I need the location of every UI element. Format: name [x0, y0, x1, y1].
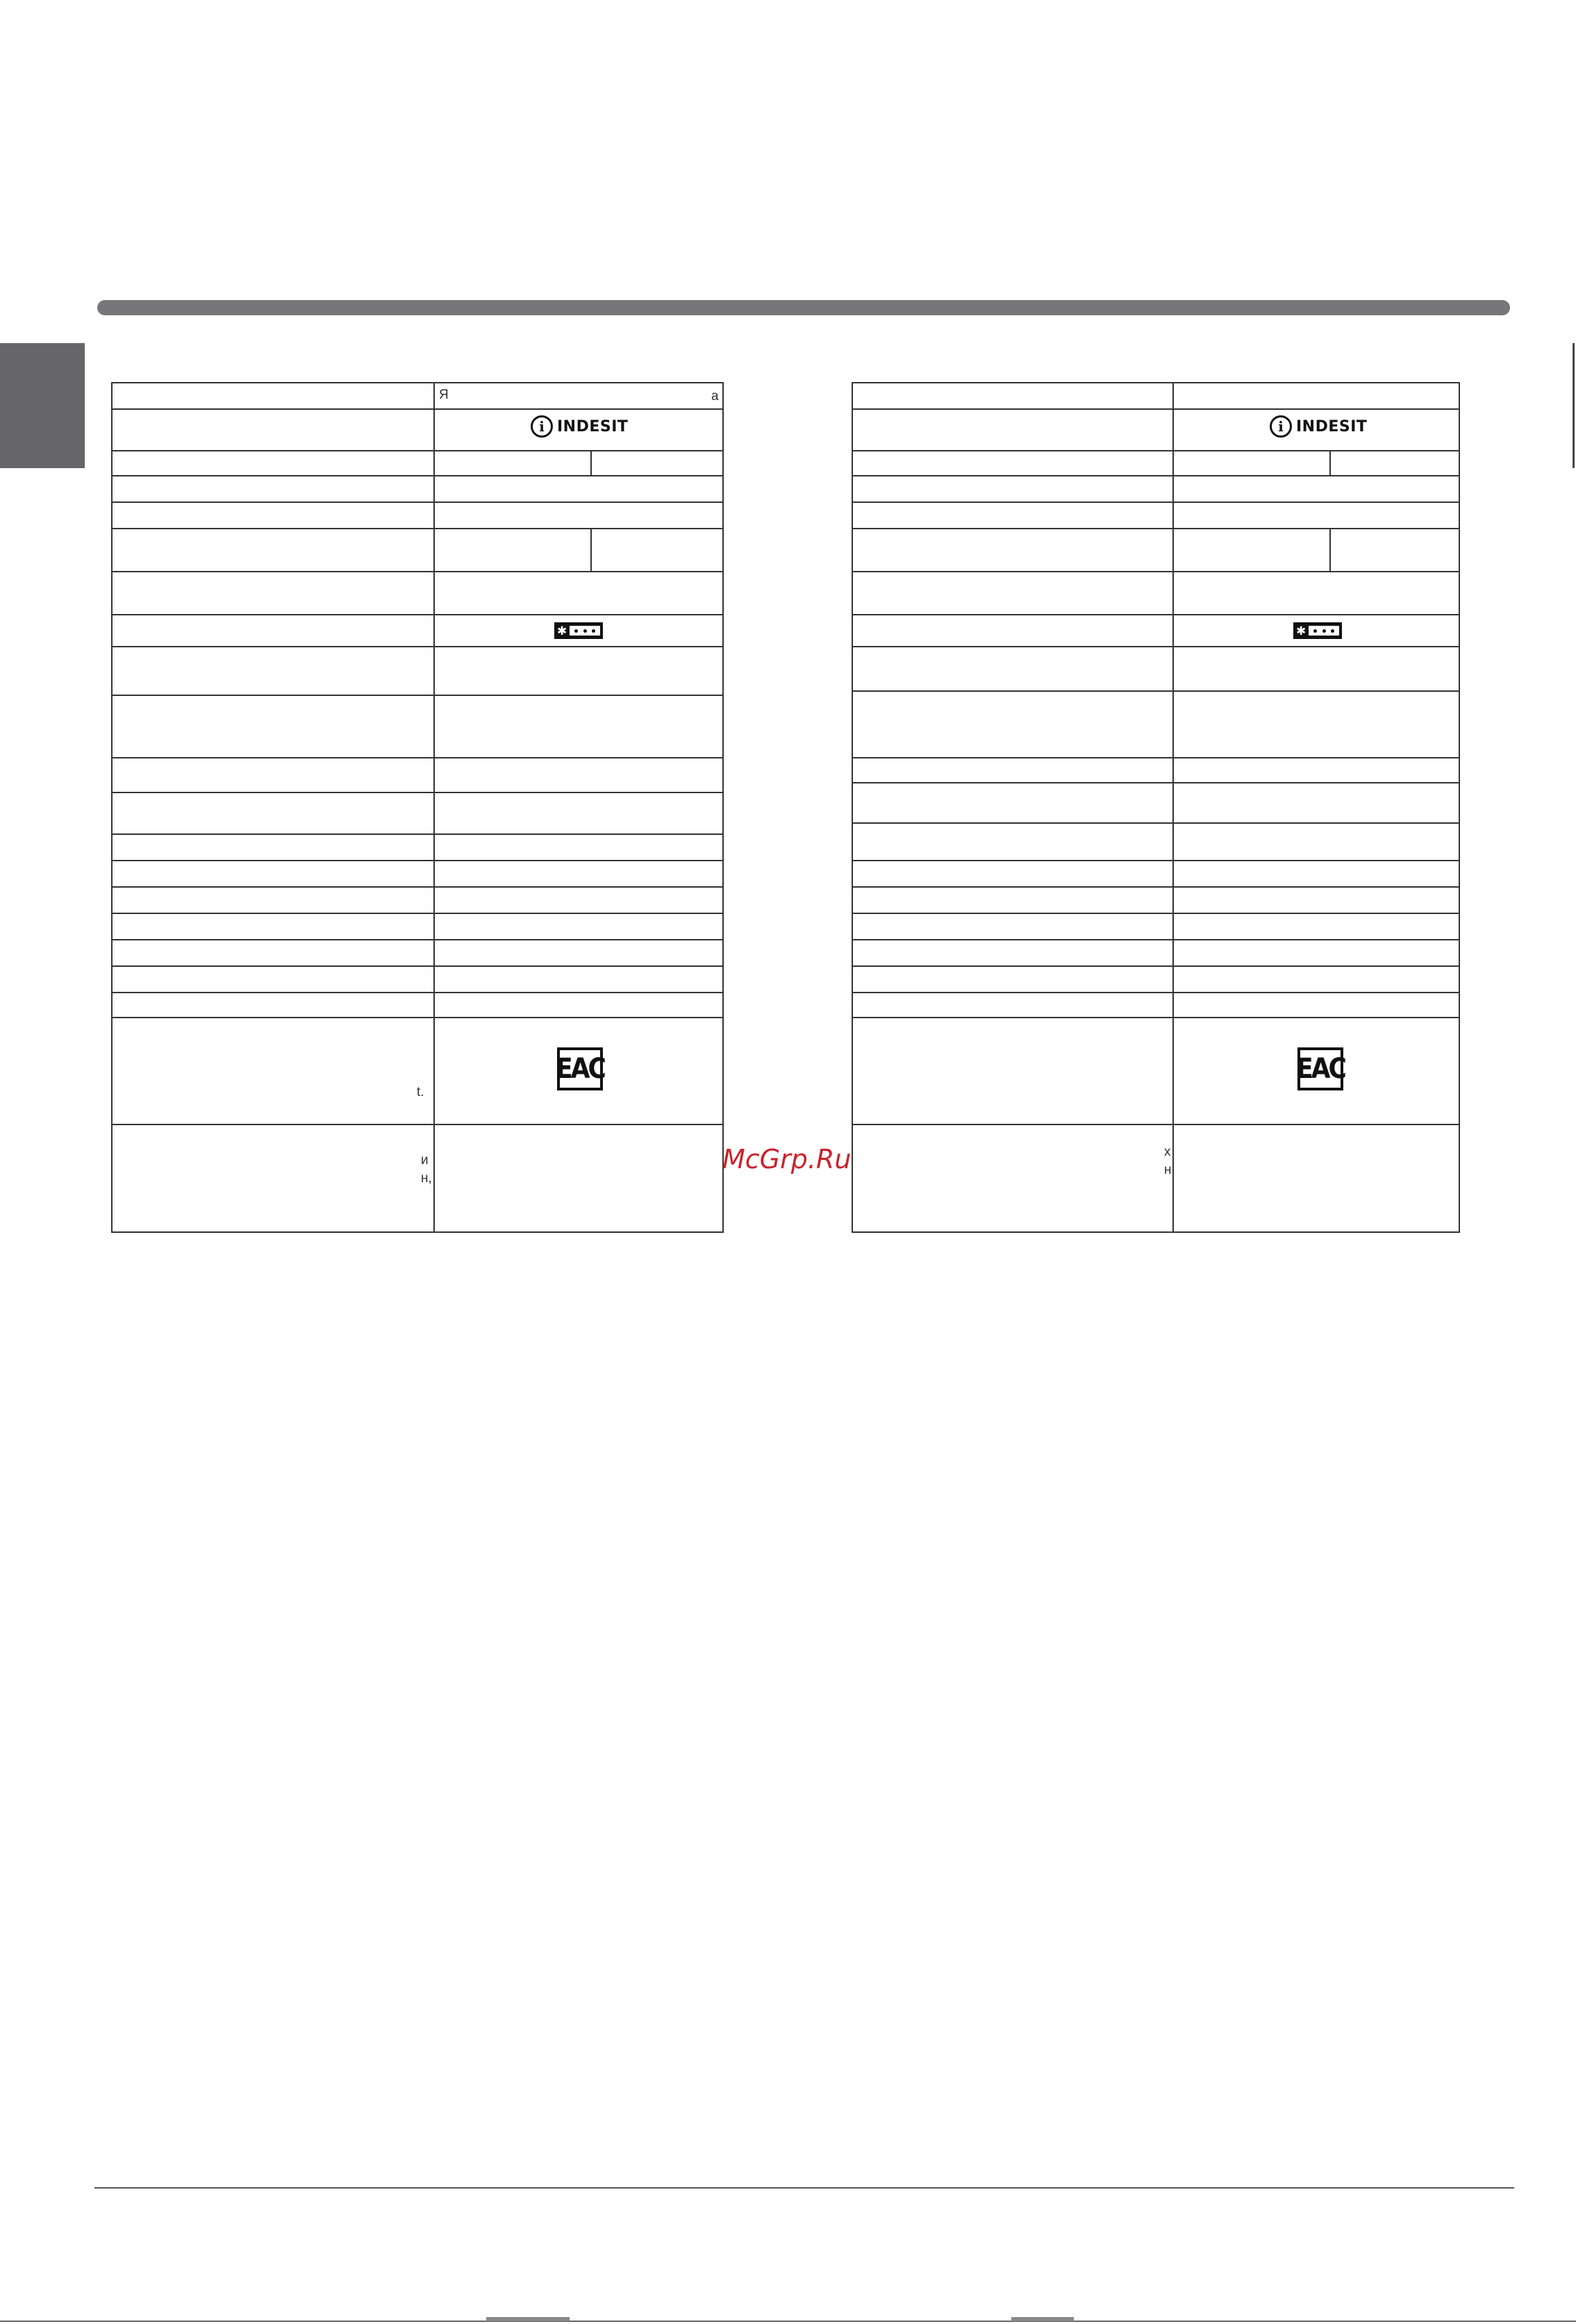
table-row [113, 992, 722, 993]
column-divider [1172, 383, 1174, 1231]
eac-certification-icon: EAC [1297, 1047, 1343, 1090]
table-row [113, 1017, 722, 1018]
column-divider [433, 383, 435, 1231]
eac-certification-icon: EAC [557, 1047, 603, 1090]
table-row [853, 860, 1459, 861]
table-row [853, 939, 1459, 940]
subcolumn-divider [1329, 450, 1331, 475]
brand-logo [531, 415, 628, 438]
table-row [113, 757, 722, 758]
table-row [113, 528, 722, 529]
table-row [853, 992, 1459, 993]
table-row [853, 501, 1459, 503]
note-i: и [421, 1153, 429, 1168]
table-row [853, 1124, 1459, 1125]
table-row [853, 1017, 1459, 1018]
product-fiche-right [852, 382, 1460, 1233]
table-row [853, 475, 1459, 476]
brand-name: INDESIT [1296, 417, 1368, 435]
note-t: t. [417, 1085, 424, 1099]
table-row [853, 614, 1459, 615]
watermark: McGrp.Ru [722, 1144, 852, 1175]
table-row [853, 757, 1459, 758]
table-row [853, 408, 1459, 410]
page-bottom-edge [0, 2321, 1576, 2322]
subcolumn-divider [1329, 528, 1331, 571]
table-row [113, 475, 722, 476]
table-row [113, 792, 722, 793]
freezer-star-rating-icon: ✱ [554, 622, 603, 639]
brand-mark-icon: i [531, 415, 553, 438]
language-side-tab [0, 343, 85, 468]
table-row [113, 860, 722, 861]
header-left-text: Я [439, 388, 449, 402]
table-row [113, 695, 722, 696]
table-row [113, 501, 722, 503]
brand-name: INDESIT [557, 417, 629, 435]
table-row [853, 886, 1459, 888]
table-row [853, 450, 1459, 451]
product-fiche-left [111, 382, 724, 1233]
table-row [113, 571, 722, 572]
subcolumn-divider [590, 528, 592, 571]
brand-logo [1270, 415, 1367, 438]
section-header-bar [97, 300, 1510, 315]
table-row [113, 833, 722, 835]
subcolumn-divider [590, 450, 592, 475]
header-right-text: a [711, 389, 719, 404]
table-row [853, 646, 1459, 647]
table-row [113, 913, 722, 914]
bottom-crop-mark [1011, 2317, 1074, 2321]
table-row [853, 965, 1459, 967]
table-row [113, 965, 722, 967]
right-edge-tab [1573, 343, 1575, 468]
brand-mark-icon: i [1270, 415, 1292, 438]
freezer-star-rating-icon: ✱ [1293, 622, 1342, 639]
table-row [113, 1124, 722, 1125]
table-row [853, 822, 1459, 824]
table-row [113, 939, 722, 940]
table-row [113, 646, 722, 647]
footer-rule [94, 2187, 1514, 2189]
note-x: x [1164, 1145, 1171, 1159]
table-row [853, 528, 1459, 529]
table-row [853, 571, 1459, 572]
table-row [853, 690, 1459, 692]
note-n: н, [421, 1171, 432, 1186]
table-row [113, 408, 722, 410]
table-row [113, 614, 722, 615]
note-n: н [1164, 1163, 1172, 1177]
table-row [113, 450, 722, 451]
bottom-crop-mark [486, 2317, 570, 2321]
table-row [853, 913, 1459, 914]
table-row [113, 886, 722, 888]
table-row [853, 782, 1459, 783]
